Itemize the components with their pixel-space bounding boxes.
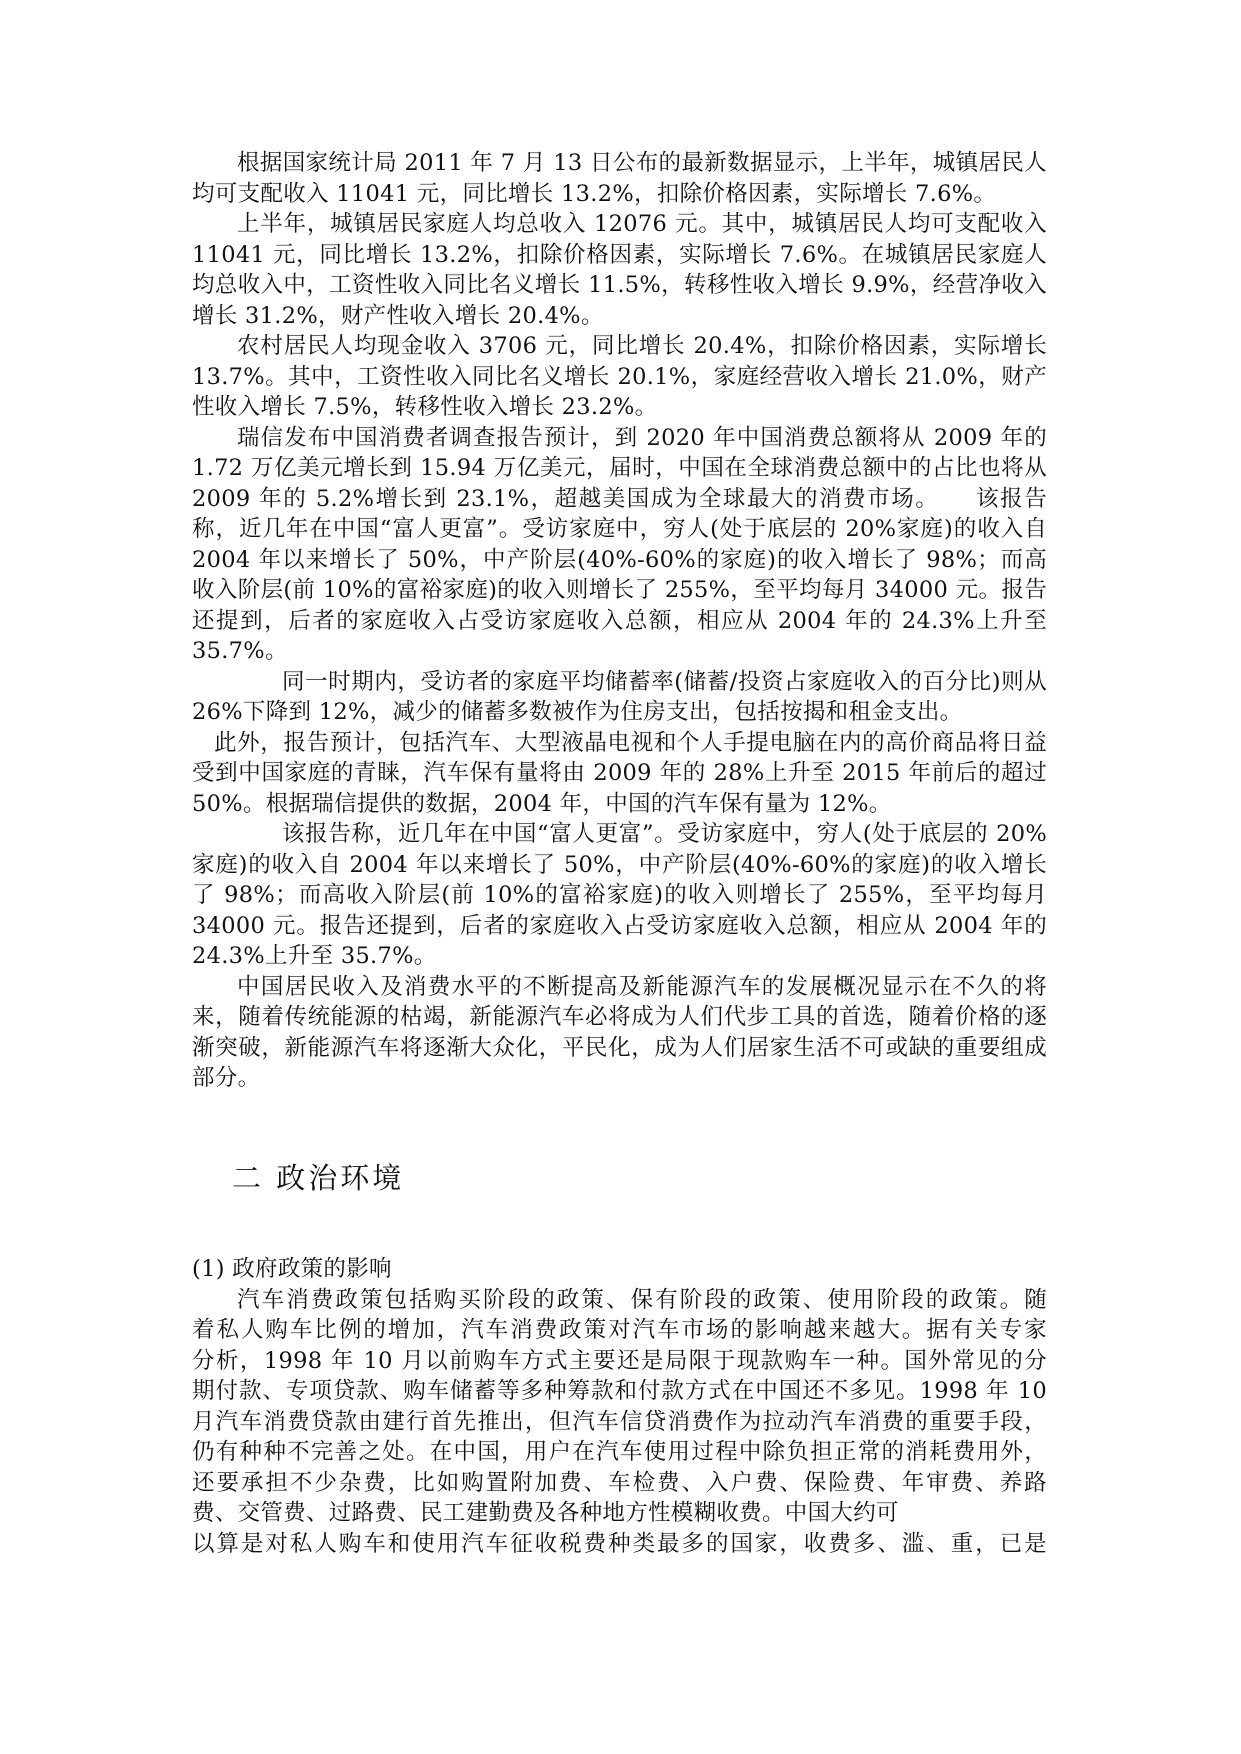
text-line: 费、交管费、过路费、民工建勤费及各种地方性模糊收费。中国大约可 [192, 1500, 899, 1526]
paragraph-urban-total-income: 上半年，城镇居民家庭人均总收入 12076 元。其中，城镇居民人均可支配收入 11041 元，同比增长 13.2%，扣除价格因素，实际增长 7.6%。在城镇居民家庭人均总收入中，工资性收入同比名义增长 11.5%，转移性收入增长 9.9%，经营净收入增长 31.2%，财产性收入增长 20.4%。 [192, 211, 1047, 329]
paragraph-rural-income: 农村居民人均现金收入 3706 元，同比增长 20.4%，扣除价格因素，实际增长 13.7%。其中，工资性收入同比名义增长 20.1%，家庭经营收入增长 21.0%，财产性收入增长 7.5%，转移性收入增长 23.2%。 [192, 333, 1047, 420]
text-line: 汽车消费政策包括购买阶段的政策、保有阶段的政策、使用阶段的政策。随 [237, 1286, 1047, 1313]
text-line: 分析，1998 年 10 月以前购车方式主要还是局限于现款购车一种。国外常见的分 [192, 1347, 1047, 1374]
paragraph-credit-suisse-report: 瑞信发布中国消费者调查报告预计，到 2020 年中国消费总额将从 2009 年的 1.72 万亿美元增长到 15.94 万亿美元，届时，中国在全球消费总额中的占比也将从 2009 年的 5.2%增长到 23.1%，超越美国成为全球最大的消费市场。 该报告称，近几年在中国“富人更富”。受访家庭中，穷人(处于底层的 20%家庭)的收入自 2004 年以来增长了 50%，中产阶层(40%-60%的家庭)的收入增长了 98%；而高收入阶层(前 10%的富裕家庭)的收入则增长了 255%，至平均每月 34000 元。报告还提到，后者的家庭收入占受访家庭收入总额，相应从 2004 年的 24.3%上升至 35.7%。 [192, 424, 1047, 664]
paragraph-auto-consumption-policy [192, 1285, 1047, 1560]
text-line: 仍有种种不完善之处。在中国，用户在汽车使用过程中除负担正常的消耗费用外， [192, 1439, 1047, 1465]
text-line: 以算是对私人购车和使用汽车征收税费种类最多的国家，收费多、滥、重，已是 [192, 1530, 1047, 1557]
paragraph-savings-rate: 同一时期内，受访者的家庭平均储蓄率(储蓄/投资占家庭收入的百分比)则从 26%下降到 12%，减少的储蓄多数被作为住房支出，包括按揭和租金支出。 [192, 668, 1047, 725]
text-line: 期付款、专项贷款、购车储蓄等多种筹款和付款方式在中国还不多见。1998 年 10 [192, 1378, 1047, 1404]
paragraph-rich-get-richer: 该报告称，近几年在中国“富人更富”。受访家庭中，穷人(处于底层的 20%家庭)的收入自 2004 年以来增长了 50%，中产阶层(40%-60%的家庭)的收入增长了 98%；而高收入阶层(前 10%的富裕家庭)的收入则增长了 255%，至平均每月 34000 元。报告还提到，后者的家庭收入占受访家庭收入总额，相应从 2004 年的 24.3%上升至 35.7%。 [192, 821, 1047, 969]
paragraph-new-energy-outlook: 中国居民收入及消费水平的不断提高及新能源汽车的发展概况显示在不久的将来，随着传统能源的枯竭，新能源汽车必将成为人们代步工具的首选，随着价格的逐渐突破，新能源汽车将逐渐大众化，平民化，成为人们居家生活不可或缺的重要组成部分。 [192, 973, 1047, 1091]
section-political-environment [192, 1254, 1047, 1559]
section-heading-political-environment: 二 政治环境 [232, 1161, 405, 1195]
text-line: 还要承担不少杂费，比如购置附加费、车检费、入户费、保险费、年审费、养路 [192, 1469, 1047, 1496]
body-text [192, 148, 1047, 1094]
subheading-government-policy: (1) 政府政策的影响 [192, 1256, 392, 1282]
paragraph-high-price-goods: 此外，报告预计，包括汽车、大型液晶电视和个人手提电脑在内的高价商品将日益受到中国家庭的青睐，汽车保有量将由 2009 年的 28%上升至 2015 年前后的超过 50%。根据瑞信提供的数据，2004 年，中国的汽车保有量为 12%。 [192, 729, 1047, 817]
text-line: 月汽车消费贷款由建行首先推出，但汽车信贷消费作为拉动汽车消费的重要手段， [192, 1408, 1047, 1435]
paragraph-income-urban: 根据国家统计局 2011 年 7 月 13 日公布的最新数据显示，上半年，城镇居民人均可支配收入 11041 元，同比增长 13.2%，扣除价格因素，实际增长 7.6%。 [192, 150, 1047, 207]
text-line: 着私人购车比例的增加，汽车消费政策对汽车市场的影响越来越大。据有关专家 [192, 1317, 1047, 1343]
